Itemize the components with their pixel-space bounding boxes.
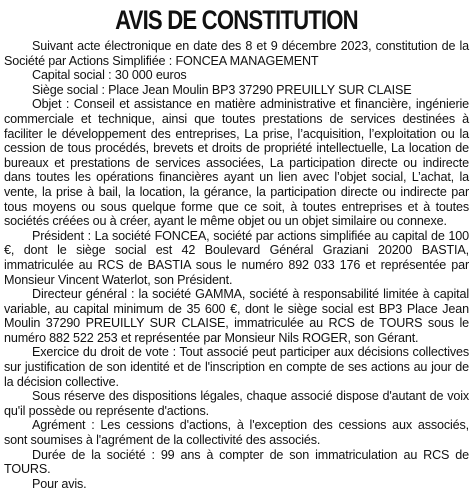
paragraph-closing: Pour avis.	[32, 476, 87, 491]
paragraph-approval: Agrément : Les cessions d'actions, à l'exception des cessions aux associés, sont soumises à l'agrément de la collectivité des associés.	[4, 418, 469, 448]
paragraph-constitution: Suivant acte électronique en date des 8 et 9 décembre 2023, constitution de la Société par Actions Simplifiée : FONCEA MANAGEMENT	[4, 39, 469, 68]
paragraph-capital: Capital social : 30 000 euros	[32, 68, 187, 83]
paragraph-duration: Durée de la société : 99 ans à compter de son immatriculation au RCS de TOURS.	[4, 447, 469, 477]
paragraph-president: Président : La société FONCEA, société par actions simplifiée au capital de 100 €, dont le siège social est 42 Boulevard Général Graziani 20200 BASTIA, immatriculée au RCS de BASTIA sous le numéro 892 033 176 et représentée par Monsieur Vincent Waterlot, son Président.	[4, 228, 469, 287]
notice-body	[4, 39, 469, 491]
paragraph-head-office: Siège social : Place Jean Moulin BP3 37290 PREUILLY SUR CLAISE	[32, 82, 412, 97]
paragraph-voting-rights: Exercice du droit de vote : Tout associé peut participer aux décisions collectives sur justification de son identité et de l'inscription en compte de ses actions au jour de la décision collective.	[4, 345, 469, 389]
notice-title: AVIS DE CONSTITUTION	[115, 5, 358, 35]
paragraph-votes: Sous réserve des dispositions légales, chaque associé dispose d'autant de voix qu'il possède ou représente d'actions.	[4, 389, 469, 418]
paragraph-general-director: Directeur général : la société GAMMA, société à responsabilité limitée à capital variable, au capital minimum de 35 600 €, dont le siège social est BP3 Place Jean Moulin 37290 PREUILLY SUR CLAISE, immatriculée au RCS de TOURS sous le numéro 882 522 253 et représentée par Monsieur Nils ROGER, son Gérant.	[4, 287, 469, 345]
paragraph-purpose: Objet : Conseil et assistance en matière administrative et financière, ingénierie commerciale et technique, ainsi que toutes prestations de services destinées à faciliter le développement des entreprises, La prise, l’acquisition, l’exploitation ou la cession de tous procédés, brevets et droits de propriété intellectuelle, La location de bureaux et prestations de services associées, La participation directe ou indirecte dans toutes les opérations financières ayant un lien avec l’objet social, L’achat, la vente, la prise à bail, la location, la gérance, la participation directe ou indirecte par tous moyens ou sous quelque forme que ce soit, à toutes entreprises et à toutes sociétés créées ou à créer, ayant le même objet ou un objet similaire ou connexe.	[4, 97, 469, 229]
